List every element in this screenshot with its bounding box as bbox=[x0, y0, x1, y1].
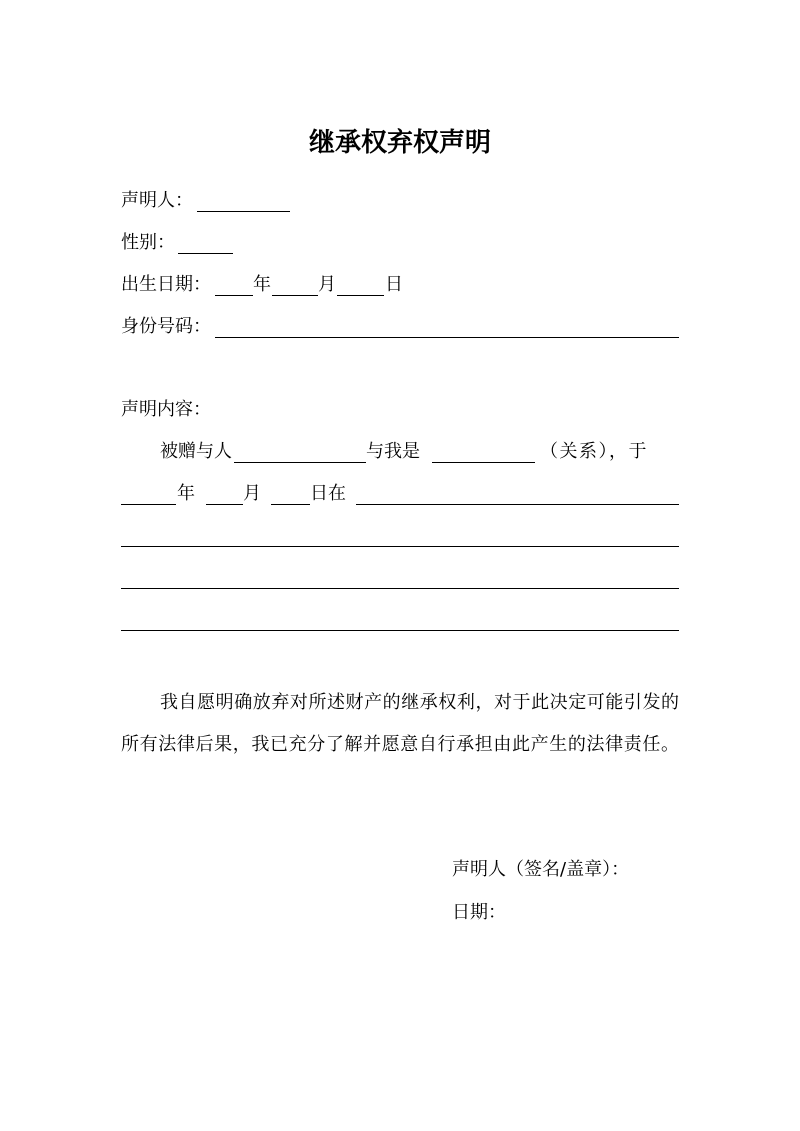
birth-day-unit: 日 bbox=[385, 274, 403, 295]
gift-month-blank bbox=[206, 504, 243, 505]
relation-prefix: 与我是 bbox=[366, 441, 420, 462]
statement-line-1: 我自愿明确放弃对所述财产的继承权利，对于此决定可能引发的 bbox=[160, 692, 679, 713]
content-blank-line bbox=[121, 588, 679, 589]
gift-year-blank bbox=[121, 504, 176, 505]
signature-date-label: 日期： bbox=[452, 902, 506, 923]
gender-label: 性别： bbox=[121, 232, 175, 253]
declarant-label: 声明人： bbox=[121, 190, 193, 211]
donee-prefix: 被赠与人 bbox=[160, 441, 232, 462]
gift-year-unit: 年 bbox=[177, 483, 195, 504]
birth-year-unit: 年 bbox=[253, 274, 271, 295]
birth-month-blank bbox=[272, 295, 318, 296]
birth-year-blank bbox=[215, 295, 253, 296]
birth-day-blank bbox=[337, 295, 384, 296]
id-number-blank bbox=[215, 337, 679, 338]
declarant-blank bbox=[197, 211, 290, 212]
id-number-label: 身份号码： bbox=[121, 316, 211, 337]
relation-suffix: （关系），于 bbox=[540, 441, 648, 462]
gender-blank bbox=[178, 253, 233, 254]
donee-blank bbox=[234, 462, 366, 463]
gift-day-blank bbox=[271, 504, 310, 505]
gift-month-unit: 月 bbox=[243, 483, 261, 504]
statement-line-2: 所有法律后果，我已充分了解并愿意自行承担由此产生的法律责任。 bbox=[121, 734, 679, 755]
birth-month-unit: 月 bbox=[318, 274, 336, 295]
content-blank-line bbox=[121, 546, 679, 547]
relation-blank bbox=[432, 462, 535, 463]
birth-date-label: 出生日期： bbox=[121, 274, 211, 295]
content-blank-line bbox=[121, 630, 679, 631]
gift-location-blank bbox=[356, 504, 679, 505]
content-heading: 声明内容： bbox=[121, 399, 211, 420]
document-title: 继承权弃权声明 bbox=[308, 128, 491, 158]
gift-day-at: 日在 bbox=[310, 483, 346, 504]
signer-label: 声明人（签名/盖章）： bbox=[452, 859, 630, 880]
